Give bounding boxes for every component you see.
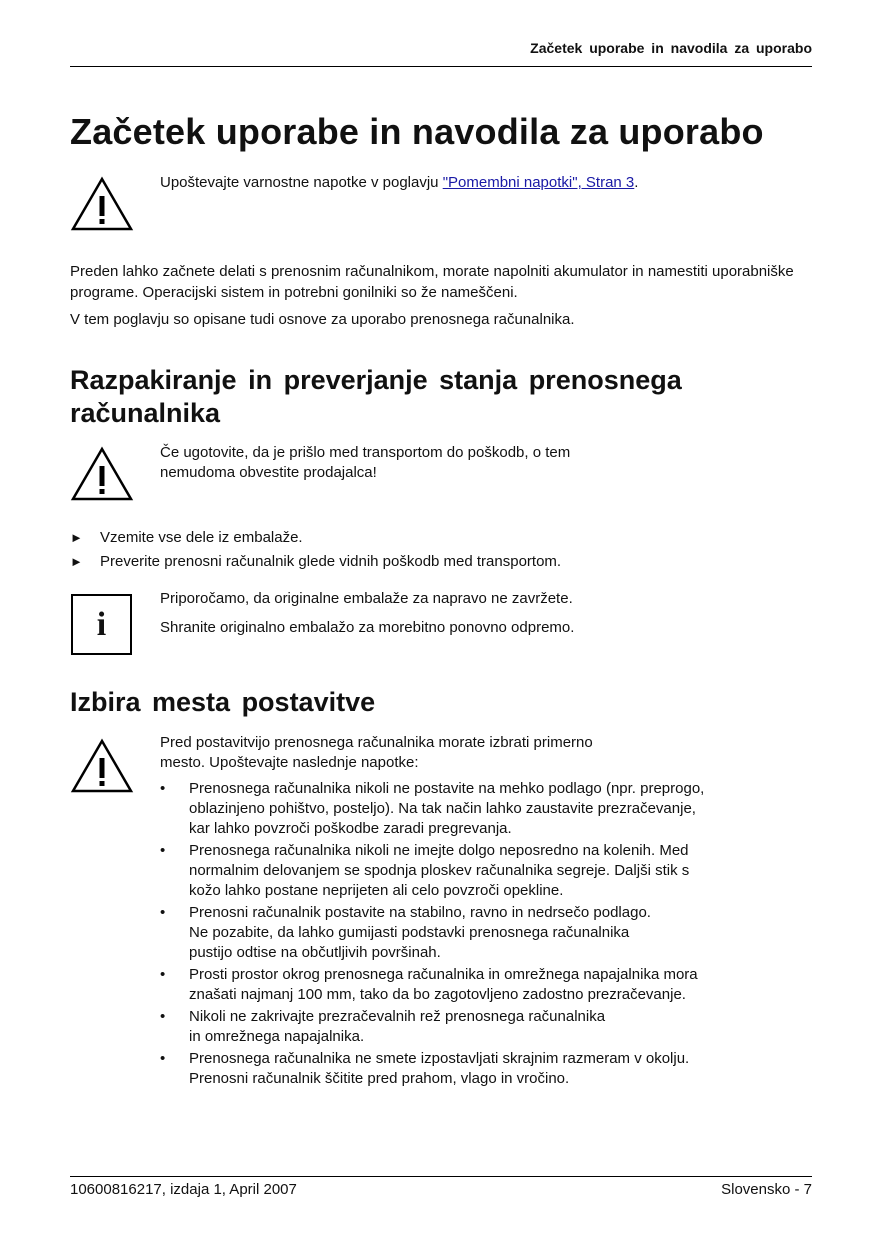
step-text: Preverite prenosni računalnik glede vidnih poškodb med transportom. [100,553,562,570]
warning-icon [70,738,134,794]
header-rule [70,66,812,67]
bullet-text: Prenosnega računalnika nikoli ne postavite na mehko podlago (npr. preprogo, oblazinjeno pohištvo, posteljo). Na tak način lahko zaustavite prezračevanje, kar lahko povzroči poškodbe zaradi pregrevanja. [189,780,705,837]
step-text: Vzemite vse dele iz embalaže. [100,529,303,546]
running-header: Začetek uporabe in navodila za uporabo [530,40,812,56]
section-heading-unpacking [70,364,682,430]
important-notes-link[interactable]: "Pomembni napotki", Stran 3 [442,174,635,191]
bullet-text: Prenosnega računalnika ne smete izpostavljati skrajnim razmeram v okolju. Prenosni računalnik ščitite pred prahom, vlago in vročino. [189,1050,690,1087]
bullet-icon: • [160,966,166,983]
list-item [160,841,800,901]
safety-notice-text: Upoštevajte varnostne napotke v poglavju [160,174,443,191]
bullet-icon: • [160,904,166,921]
warning-line: mesto. Upoštevajte naslednje napotke: [160,754,419,771]
warning-line: Če ugotovite, da je prišlo med transportom do poškodb, o tem [160,444,571,461]
list-item [160,965,800,1005]
warning-line: Pred postavitvijo prenosnega računalnika morate izbrati primerno [160,734,593,751]
info-note-1: Priporočamo, da originalne embalaže za napravo ne zavržete. [160,590,573,607]
bullet-icon: • [160,842,166,859]
bullet-icon: • [160,1008,166,1025]
list-item [70,550,561,574]
list-item [160,1049,800,1089]
arrow-bullet-icon: ► [70,554,83,569]
footer-rule [70,1176,812,1177]
intro-paragraph-1: Preden lahko začnete delati s prenosnim računalnikom, morate napolniti akumulator in namestiti uporabniške programe. Operacijski sistem in potrebni gonilniki so že nameščeni. [70,263,794,301]
bullet-icon: • [160,780,166,797]
page-number: Slovensko - 7 [721,1181,812,1198]
location-tips [160,779,800,1091]
page-title: Začetek uporabe in navodila za uporabo [70,111,764,152]
transport-damage-warning [160,443,570,483]
document-id: 10600816217, izdaja 1, April 2007 [70,1181,297,1198]
list-item [160,903,800,963]
heading-line: računalnika [70,398,221,428]
section-heading-location: Izbira mesta postavitve [70,687,376,717]
bullet-text: Nikoli ne zakrivajte prezračevalnih rež prenosnega računalnika in omrežnega napajalnika. [189,1008,606,1045]
info-icon: i [71,594,132,655]
warning-icon [70,446,134,502]
safety-notice [160,173,638,193]
arrow-bullet-icon: ► [70,530,83,545]
location-warning [160,733,593,773]
bullet-text: Prenosnega računalnika nikoli ne imejte dolgo neposredno na kolenih. Med normalnim delovanjem se spodnja ploskev računalnika segreje. Daljši stik s kožo lahko postane neprijeten ali celo povzroči opekline. [189,842,690,899]
list-item [70,526,561,550]
list-item [160,779,800,839]
list-item [160,1007,800,1047]
safety-notice-end: . [634,174,639,191]
warning-icon [70,176,134,232]
unpacking-steps [70,526,561,574]
warning-line: nemudoma obvestite prodajalca! [160,464,377,481]
intro-paragraph-2: V tem poglavju so opisane tudi osnove za uporabo prenosnega računalnika. [70,311,575,328]
info-note-2: Shranite originalno embalažo za morebitno ponovno odpremo. [160,619,575,636]
bullet-text: Prenosni računalnik postavite na stabilno, ravno in nedrsečo podlago. Ne pozabite, da lahko gumijasti podstavki prenosnega računalnika pustijo odtise na občutljivih površinah. [189,904,651,961]
bullet-text: Prosti prostor okrog prenosnega računalnika in omrežnega napajalnika mora znašati najmanj 100 mm, tako da bo zagotovljeno zadostno prezračevanje. [189,966,698,1003]
bullet-icon: • [160,1050,166,1067]
heading-line: Razpakiranje in preverjanje stanja prenosnega [70,365,682,395]
